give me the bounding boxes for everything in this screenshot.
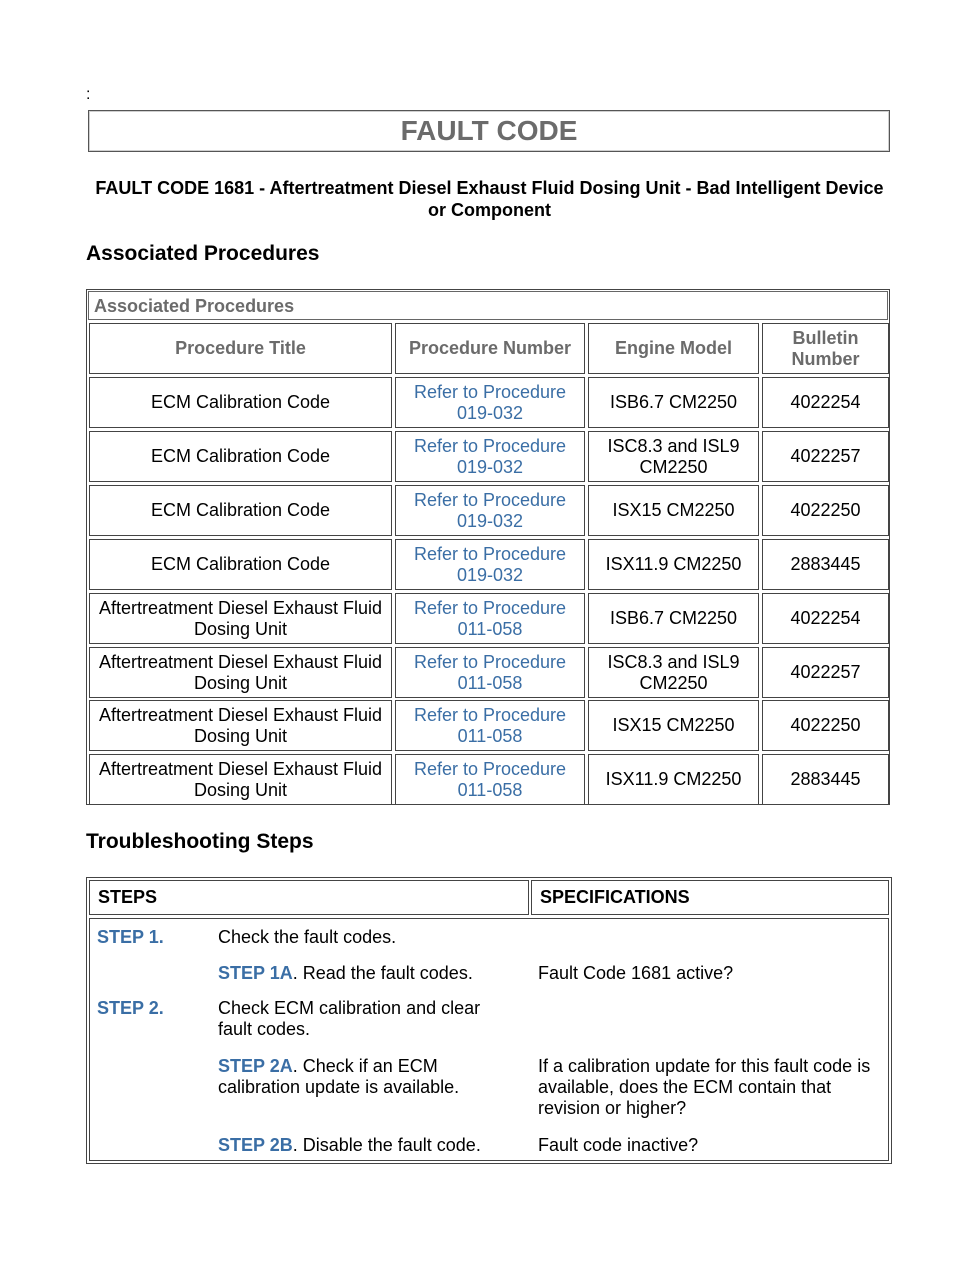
step-1a-description: . Read the fault codes. bbox=[292, 963, 473, 983]
cell-bulletin-number-text: 4022257 bbox=[790, 446, 861, 466]
column-header-bulletin-number bbox=[762, 323, 889, 374]
cell-procedure-title-text: Aftertreatment Diesel Exhaust Fluid Dosing Unit bbox=[98, 651, 383, 693]
step-1-link[interactable]: STEP 1. bbox=[97, 927, 164, 947]
column-header-procedure-number bbox=[395, 323, 585, 374]
step-2a-spec: If a calibration update for this fault code is available, does the ECM contain that revision or higher? bbox=[538, 1056, 871, 1118]
cell-procedure-title-text: Aftertreatment Diesel Exhaust Fluid Dosing Unit bbox=[98, 704, 383, 746]
cell-bulletin-number-text: 4022250 bbox=[790, 715, 861, 735]
cell-procedure-title bbox=[89, 485, 392, 536]
column-header-engine-model bbox=[588, 323, 759, 374]
procedure-link-text[interactable]: Refer to Procedure 011-058 bbox=[413, 758, 567, 800]
cell-engine-model bbox=[588, 700, 759, 751]
cell-bulletin-number bbox=[762, 593, 889, 644]
cell-procedure-title bbox=[89, 539, 392, 590]
procedure-link-text[interactable]: Refer to Procedure 019-032 bbox=[413, 435, 567, 477]
cell-engine-model-text: ISX15 CM2250 bbox=[612, 715, 735, 735]
cell-bulletin-number bbox=[762, 700, 889, 751]
procedure-link-text[interactable]: Refer to Procedure 019-032 bbox=[413, 543, 567, 585]
cell-bulletin-number bbox=[762, 647, 889, 698]
cell-engine-model-text: ISX15 CM2250 bbox=[612, 500, 735, 520]
cell-bulletin-number-text: 4022250 bbox=[790, 500, 861, 520]
cell-procedure-title-text: ECM Calibration Code bbox=[150, 392, 331, 412]
cell-bulletin-number-text: 2883445 bbox=[790, 554, 861, 574]
procedure-link-text[interactable]: Refer to Procedure 019-032 bbox=[413, 489, 567, 531]
procedure-link[interactable] bbox=[395, 539, 585, 590]
cell-procedure-title-text: Aftertreatment Diesel Exhaust Fluid Dosing Unit bbox=[98, 758, 383, 800]
procedure-link[interactable] bbox=[395, 647, 585, 698]
procedure-link[interactable] bbox=[395, 485, 585, 536]
cell-procedure-title bbox=[89, 754, 392, 805]
specifications-column-header: SPECIFICATIONS bbox=[531, 880, 889, 915]
cell-engine-model-text: ISX11.9 CM2250 bbox=[605, 554, 742, 574]
step-1-text: Check the fault codes. bbox=[218, 927, 397, 947]
step-2-link[interactable]: STEP 2. bbox=[97, 998, 164, 1018]
step-1a-text bbox=[218, 963, 518, 984]
cell-engine-model-text: ISC8.3 and ISL9 CM2250 bbox=[607, 651, 740, 693]
step-2b-link[interactable]: STEP 2B bbox=[218, 1135, 293, 1155]
column-header-procedure-title bbox=[89, 323, 392, 374]
cell-bulletin-number-text: 4022254 bbox=[790, 608, 861, 628]
cell-engine-model bbox=[588, 539, 759, 590]
step-1a-link[interactable]: STEP 1A bbox=[218, 963, 293, 983]
column-header-procedure-number-text: Procedure Number bbox=[408, 338, 572, 358]
steps-column-header: STEPS bbox=[89, 880, 529, 915]
cell-engine-model-text: ISC8.3 and ISL9 CM2250 bbox=[607, 435, 740, 477]
cell-procedure-title bbox=[89, 377, 392, 428]
troubleshooting-heading: Troubleshooting Steps bbox=[86, 830, 314, 853]
cell-engine-model bbox=[588, 377, 759, 428]
cell-engine-model bbox=[588, 593, 759, 644]
cell-engine-model-text: ISX11.9 CM2250 bbox=[605, 769, 742, 789]
cell-bulletin-number bbox=[762, 539, 889, 590]
step-2a-description: . Check if an ECM calibration update is available. bbox=[218, 1056, 460, 1097]
step-2a-link[interactable]: STEP 2A bbox=[218, 1056, 293, 1076]
cell-engine-model bbox=[588, 754, 759, 805]
cell-bulletin-number bbox=[762, 485, 889, 536]
cell-engine-model-text: ISB6.7 CM2250 bbox=[609, 608, 738, 628]
step-2b-description: . Disable the fault code. bbox=[292, 1135, 481, 1155]
cell-engine-model bbox=[588, 485, 759, 536]
cell-bulletin-number bbox=[762, 377, 889, 428]
colon-marker: : bbox=[86, 86, 91, 103]
procedure-link-text[interactable]: Refer to Procedure 011-058 bbox=[413, 651, 567, 693]
procedure-link[interactable] bbox=[395, 700, 585, 751]
cell-procedure-title bbox=[89, 593, 392, 644]
cell-bulletin-number bbox=[762, 431, 889, 482]
step-2a-text bbox=[218, 1056, 508, 1098]
step-2b-spec: Fault code inactive? bbox=[538, 1135, 699, 1155]
cell-procedure-title bbox=[89, 700, 392, 751]
procedure-link-text[interactable]: Refer to Procedure 011-058 bbox=[413, 597, 567, 639]
column-header-procedure-title-text: Procedure Title bbox=[175, 338, 306, 358]
cell-bulletin-number-text: 4022254 bbox=[790, 392, 861, 412]
procedure-link[interactable] bbox=[395, 377, 585, 428]
procedure-link[interactable] bbox=[395, 431, 585, 482]
column-header-engine-model-text: Engine Model bbox=[615, 338, 732, 358]
procedure-link-text[interactable]: Refer to Procedure 019-032 bbox=[413, 381, 567, 423]
cell-procedure-title-text: ECM Calibration Code bbox=[150, 554, 331, 574]
cell-bulletin-number-text: 4022257 bbox=[790, 662, 861, 682]
cell-bulletin-number-text: 2883445 bbox=[790, 769, 861, 789]
step-1a-spec: Fault Code 1681 active? bbox=[538, 963, 734, 983]
cell-engine-model bbox=[588, 431, 759, 482]
cell-procedure-title-text: Aftertreatment Diesel Exhaust Fluid Dosing Unit bbox=[98, 597, 383, 639]
cell-procedure-title-text: ECM Calibration Code bbox=[150, 446, 331, 466]
cell-procedure-title-text: ECM Calibration Code bbox=[150, 500, 331, 520]
column-header-bulletin-number-text: Bulletin Number bbox=[791, 327, 860, 369]
cell-bulletin-number bbox=[762, 754, 889, 805]
cell-engine-model-text: ISB6.7 CM2250 bbox=[609, 392, 738, 412]
fault-code-banner: FAULT CODE bbox=[88, 110, 890, 152]
associated-procedures-heading: Associated Procedures bbox=[86, 242, 320, 265]
procedure-link[interactable] bbox=[395, 593, 585, 644]
procedure-link-text[interactable]: Refer to Procedure 011-058 bbox=[413, 704, 567, 746]
procedure-link[interactable] bbox=[395, 754, 585, 805]
step-2b-text bbox=[218, 1135, 518, 1156]
cell-procedure-title bbox=[89, 647, 392, 698]
cell-procedure-title bbox=[89, 431, 392, 482]
step-2-text: Check ECM calibration and clear fault codes. bbox=[218, 998, 481, 1039]
fault-code-title: FAULT CODE 1681 - Aftertreatment Diesel Exhaust Fluid Dosing Unit - Bad Intelligent Device or Component bbox=[95, 178, 884, 220]
table-caption: Associated Procedures bbox=[88, 291, 888, 320]
cell-engine-model bbox=[588, 647, 759, 698]
